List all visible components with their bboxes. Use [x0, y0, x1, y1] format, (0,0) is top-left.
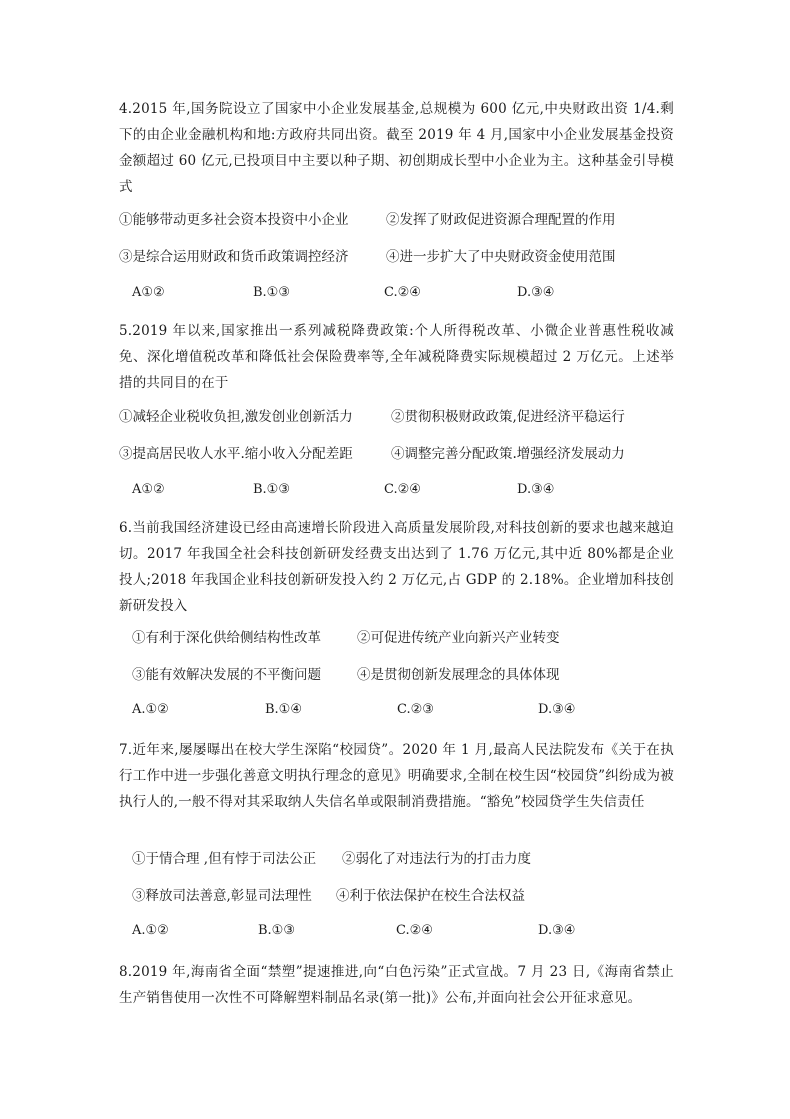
question-7-answer-c: C.②④	[396, 923, 433, 938]
question-5-answer-c: C.②④	[384, 482, 421, 497]
question-5-answer-a: A①②	[132, 482, 165, 497]
question-6-answer-d: D.③④	[538, 702, 576, 717]
question-8-stem: 8.2019 年,海南省全面“禁塑”提速推进,向“白色污染”正式宣战。7 月 23 日,《海南省禁止生产销售使用一次性不可降解塑料制品名录(第一批)》公布,并面向社会公开征求意见。	[119, 964, 674, 1006]
question-6-option-4: ④是贯彻创新发展理念的具体体现	[357, 667, 560, 683]
question-5-stem: 5.2019 年以来,国家推出一系列减税降费政策:个人所得税改革、小微企业普惠性税收减免、深化增值税改革和降低社会保险费率等,全年减税降费实际规模超过 2 万亿元。上述举措的共同目的在于	[119, 323, 674, 391]
question-7-option-1: ①于情合理 ,但有悖于司法公正	[132, 851, 317, 867]
question-7-stem: 7.近年来,屡屡曝出在校大学生深陷“校园贷”。2020 年 1 月,最高人民法院发布《关于在执行工作中进一步强化善意文明执行理念的意见》明确要求,全制在校生因“校园贷”纠纷成为被执行人的,一般不得对其采取纳人失信名单或限制消费措施。“豁免”校园贷学生失信责任	[119, 742, 674, 810]
question-4-option-4: ④进一步扩大了中央财政资金使用范围	[386, 249, 616, 265]
question-4-option-1: ①能够带动更多社会资本投资中小企业	[119, 212, 349, 228]
question-4-option-3: ③是综合运用财政和货币政策调控经济	[119, 249, 349, 265]
question-6-option-1: ①有利于深化供给侧结构性改革	[132, 630, 321, 646]
question-7-option-3: ③释放司法善意,彰显司法理性	[132, 888, 312, 904]
question-4-option-2: ②发挥了财政促进资源合理配置的作用	[386, 212, 616, 228]
question-5-answer-d: D.③④	[517, 482, 555, 497]
question-6-answer-b: B.①④	[265, 702, 302, 717]
question-6-stem: 6.当前我国经济建设已经由高速增长阶段进入高质量发展阶段,对科技创新的要求也越来越迫切。2017 年我国全社会科技创新研发经费支出达到了 1.76 万亿元,其中近 80%都是企业投人;2018 年我国企业科技创新研发投入约 2 万亿元,占 GDP 的 2.18%。企业增加科技创新研发投入	[119, 520, 674, 614]
question-6-option-2: ②可促进传统产业向新兴产业转变	[357, 630, 560, 646]
question-7-answer-b: B.①③	[258, 923, 295, 938]
question-4-stem: 4.2015 年,国务院设立了国家中小企业发展基金,总规模为 600 亿元,中央财政出资 1/4.剩下的由企业金融机构和地:方政府共同出资。截至 2019 年 4 月,国家中小企业发展基金投资金额超过 60 亿元,已投项目中主要以种子期、初创期成长型中小企业为主。这种基金引导模式	[119, 101, 674, 195]
question-7-option-2: ②弱化了对违法行为的打击力度	[342, 851, 531, 867]
question-6-option-3: ③能有效解决发展的不平衡问题	[132, 667, 321, 683]
question-5-answer-b: B.①③	[253, 482, 290, 497]
question-4-answer-b: B.①③	[253, 285, 290, 300]
question-5-option-1: ①减轻企业税收负担,激发创业创新活力	[119, 409, 353, 425]
question-4-answer-c: C.②④	[384, 285, 421, 300]
question-7-answer-d: D.③④	[538, 923, 576, 938]
question-5-option-3: ③提高居民收人水平.缩小收入分配差距	[119, 446, 353, 462]
question-7-answer-a: A.①②	[132, 923, 169, 938]
question-6-answer-a: A.①②	[132, 702, 169, 717]
question-7-option-4: ④利于依法保护在校生合法权益	[336, 888, 525, 904]
question-4-answer-d: D.③④	[517, 285, 555, 300]
question-5-option-4: ④调整完善分配政策.增强经济发展动力	[391, 446, 625, 462]
question-5-option-2: ②贯彻积极财政政策,促进经济平稳运行	[391, 409, 625, 425]
question-6-answer-c: C.②③	[397, 702, 434, 717]
question-4-answer-a: A①②	[132, 285, 165, 300]
